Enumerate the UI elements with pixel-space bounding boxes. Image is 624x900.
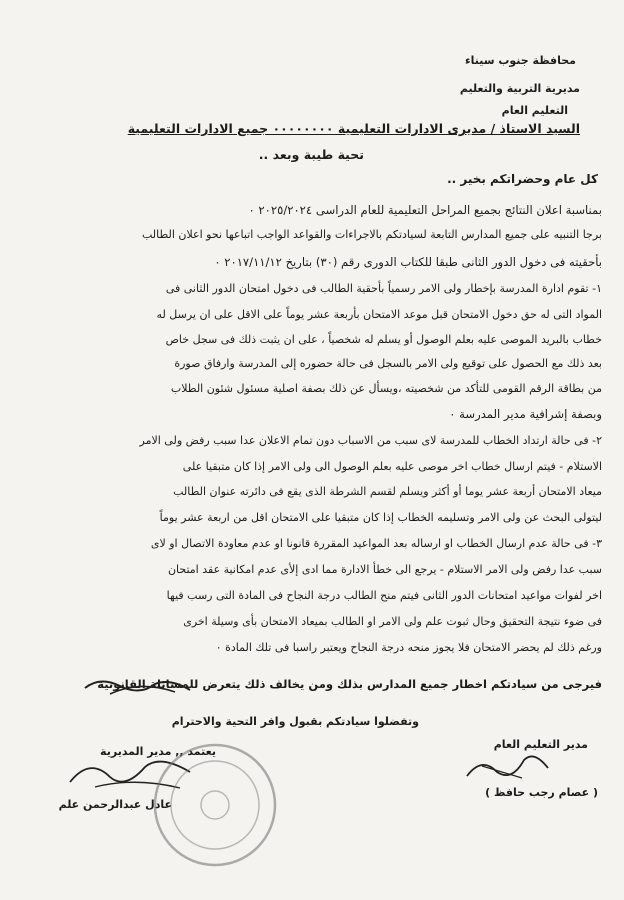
item1-line: وبصفة إشرافية مدير المدرسة ٠ <box>449 407 602 421</box>
item3-line: اخر لفوات مواعيد امتحانات الدور الثانى فيتم منح الطالب درجة النجاح فى المادة التى رسب فيها <box>166 589 602 602</box>
item1-line: من بطاقة الرقم القومى للتأكد من شخصيته ،ويسأل عن ذلك بصفة اصلية مسئول شئون الطلاب <box>170 382 602 395</box>
greeting: تحية طيبة وبعد .. <box>258 147 364 162</box>
item3-line: ورغم ذلك لم يحضر الامتحان فلا يجوز منحه درجة النجاح ويعتبر راسبا فى تلك المادة ٠ <box>215 641 602 654</box>
item2-line: ليتولى البحث عن ولى الامر وتسليمه الخطاب إذا كان متبقيا على الامتحان اقل من اربعة عشر يوماً <box>159 511 602 524</box>
item3-line: فى ضوء نتيجة التحقيق وحال ثبوت علم ولى الامر او الطالب بميعاد الامتحان بأى وسيلة اخرى <box>183 615 602 628</box>
intro-line-2: برجا التنبيه على جميع المدارس التابعة لسيادتكم بالاجراءات والقواعد الواجب اتباعها نحو اعلان الطالب <box>141 228 602 241</box>
right-signatory-name: ( عصام رجب حافظ ) <box>485 786 598 799</box>
item2-line: ميعاد الامتحان أربعة عشر يوما أو أكثر ويسلم لقسم الشرطة الذى يقع فى دائرته عنوان الطالب <box>173 485 602 498</box>
recipient-line: السيد الاستاذ / مديرى الادارات التعليمية ٠٠٠٠٠٠٠٠ جميع الادارات التعليمية <box>127 121 580 136</box>
left-signatory-name: عادل عبدالرحمن علم <box>58 798 172 811</box>
item1-line: خطاب بالبريد الموصى عليه بعلم الوصول أو يسلم له شخصياً ، على ان يثبت ذلك فى سجل خاص <box>165 333 602 346</box>
item2-line: ٢- فى حالة ارتداد الخطاب للمدرسة لاى سبب من الاسباب دون تمام الاعلان عدا سبب رفض ولى الامر <box>139 434 602 447</box>
item1-line: المواد التى له حق دخول الامتحان قبل موعد الامتحان بأربعة عشر يوماً على الاقل على ان يرسل له <box>156 308 602 321</box>
closing-request: فيرجى من سيادتكم اخطار جميع المدارس بذلك ومن يخالف ذلك يتعرض للمسائلة القانونية <box>97 677 602 691</box>
official-stamp <box>150 740 280 870</box>
item3-line: سبب عدا رفض ولى الامر الاستلام - يرجع الى خطأ الادارة مما ادى إلأى عدم امكانية عقد امتحان <box>167 563 602 576</box>
handwritten-signature-right <box>462 746 552 786</box>
item3-line: ٣- فى حالة عدم ارسال الخطاب او ارساله بعد المواعيد المقررة قانونا او عدم معاودة الاتصال او لاى <box>150 537 602 550</box>
department-name: التعليم العام <box>501 104 568 117</box>
governorate-name: محافظة جنوب سيناء <box>464 54 576 67</box>
opening-line: كل عام وحضراتكم بخير .. <box>447 172 598 186</box>
handwritten-signature-closing <box>80 670 200 700</box>
intro-line-1: بمناسبة اعلان النتائج بجميع المراحل التعليمية للعام الدراسى ٢٠٢٥/٢٠٢٤ ٠ <box>248 203 602 217</box>
left-signatory-title: يعتمد ,, مدير المديرية <box>100 745 216 758</box>
directorate-name: مديرية التربية والتعليم <box>459 82 580 95</box>
item1-line: بعد ذلك مع الحصول على توقيع ولى الامر بالسجل فى حالة حضوره إلى المدرسة وارفاق صورة <box>174 357 602 370</box>
item1-line: ١- تقوم ادارة المدرسة بإخطار ولى الامر رسمياً بأحقية الطالب فى دخول امتحان الدور الثانى فى <box>165 282 602 295</box>
intro-line-3: بأحقيته فى دخول الدور الثانى طبقا للكتاب الدورى رقم (٣٠) بتاريخ ٢٠١٧/١١/١٢ ٠ <box>214 255 602 269</box>
right-signatory-title: مدير التعليم العام <box>493 738 588 751</box>
item2-line: الاستلام - فيتم ارسال خطاب اخر موصى عليه بعلم الوصول الى ولى الامر إذا كان متبقيا على <box>182 460 602 473</box>
closing-thanks: وتفضلوا سيادتكم بقبول وافر التحية والاحترام <box>171 715 419 728</box>
